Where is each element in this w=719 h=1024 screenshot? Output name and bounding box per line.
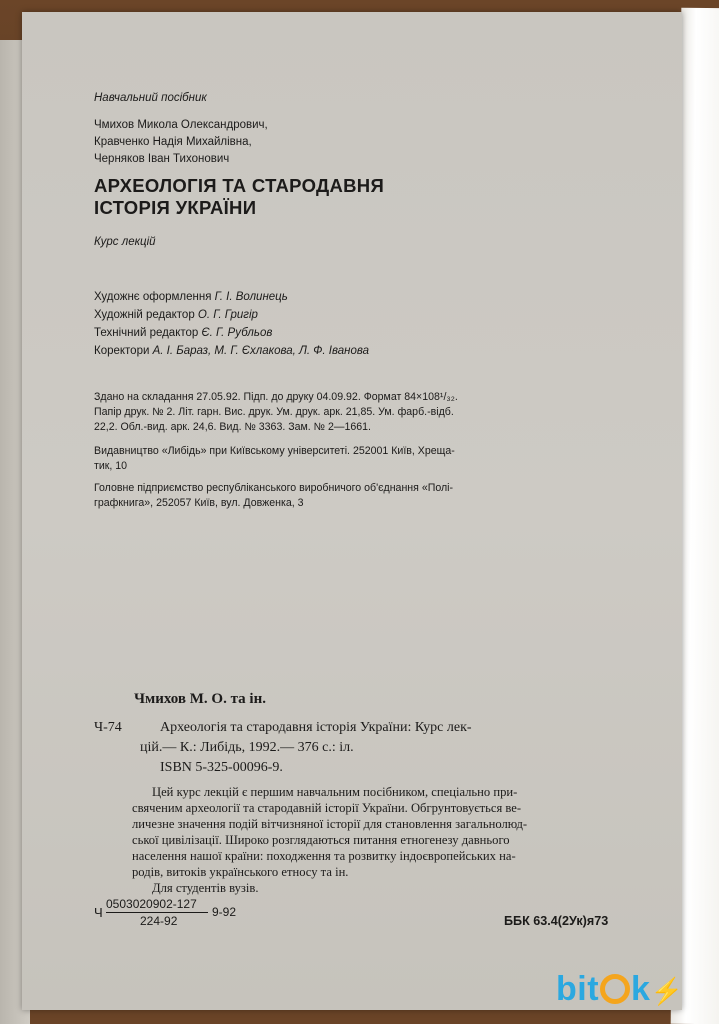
credit-line (94, 309, 258, 321)
abstract-line: родів, витоків українського етносу та ін. (132, 865, 349, 879)
logo-text-part: k (631, 970, 651, 1008)
printer-line: Головне підприємство республіканського виробничого об'єднання «Полі- (94, 482, 454, 494)
credit-role: Художнє оформлення (94, 291, 212, 303)
abstract-line: населення нашої країни: походження та розвитку індоєвропейських на- (132, 849, 516, 863)
isbn: ISBN 5-325-00096-9. (160, 760, 283, 775)
index-numerator: 0503020902-127 (106, 897, 197, 911)
abstract-line: личезне значення подій вітчизняної історії для становлення загальнолюд- (132, 817, 528, 831)
credit-role: Художній редактор (94, 309, 195, 321)
book-subtitle: Курс лекцій (94, 236, 156, 248)
print-data-line: Здано на складання 27.05.92. Підп. до друку 04.09.92. Формат 84×108¹/₃₂. (94, 391, 458, 403)
index-suffix: 9-92 (212, 905, 237, 919)
print-data-line: 22,2. Обл.-вид. арк. 24,6. Вид. № 3363. Зам. № 2—1661. (94, 421, 371, 433)
credit-line (94, 345, 369, 357)
colophon-page (22, 12, 682, 1010)
fraction-bar (106, 912, 208, 913)
bbk-code: ББК 63.4(2Ук)я73 (504, 914, 609, 928)
abstract-line: ської цивілізації. Широко розглядаються питання етногенезу давнього (132, 833, 510, 847)
logo-sparkle-icon: ⚡ (650, 976, 684, 1006)
printer-line: графкнига», 252057 Київ, вул. Довженка, 3 (94, 497, 304, 509)
credit-line (94, 327, 272, 339)
credit-line (94, 291, 288, 303)
index-letter: Ч (94, 905, 103, 920)
book-title-line-1: АРХЕОЛОГІЯ ТА СТАРОДАВНЯ (94, 175, 385, 196)
credit-name: Є. Г. Рубльов (201, 327, 273, 339)
catalog-description-line: цій.— К.: Либідь, 1992.— 376 с.: іл. (140, 740, 354, 755)
credit-name: Г. І. Волинець (214, 291, 288, 303)
abstract-line: Для студентів вузів. (152, 881, 259, 895)
author-line: Чмихов Микола Олександрович, (94, 119, 268, 131)
credit-name: А. І. Бараз, М. Г. Єхлакова, Л. Ф. Іванова (152, 345, 370, 357)
book-title-line-2: ІСТОРІЯ УКРАЇНИ (94, 197, 257, 218)
series-label: Навчальний посібник (94, 92, 207, 104)
credit-name: О. Г. Григір (197, 309, 258, 321)
print-data-line: Папір друк. № 2. Літ. гарн. Вис. друк. Ум. друк. арк. 21,85. Ум. фарб.-відб. (94, 406, 454, 418)
credit-role: Технічний редактор (94, 327, 199, 339)
catalog-code: Ч-74 (94, 720, 122, 735)
author-line: Черняков Іван Тихонович (94, 153, 230, 165)
publisher-line: Видавництво «Либідь» при Київському університеті. 252001 Київ, Хреща- (94, 445, 455, 457)
logo-text-part: bit (556, 970, 600, 1008)
index-denominator: 224-92 (140, 914, 178, 928)
publisher-line: тик, 10 (94, 460, 128, 472)
catalog-author-heading: Чмихов М. О. та ін. (134, 691, 266, 707)
bitoks-watermark-logo (556, 970, 712, 1016)
abstract-line: свяченим археології та стародавній історії України. Обгрунтовується ве- (132, 801, 522, 815)
abstract-line: Цей курс лекцій є першим навчальним посібником, спеціально при- (152, 785, 518, 799)
logo-ring-icon (600, 974, 630, 1004)
catalog-description-line: Археологія та стародавня історія України: Курс лек- (160, 720, 472, 735)
credit-role: Коректори (94, 345, 150, 357)
author-line: Кравченко Надія Михайлівна, (94, 136, 252, 148)
